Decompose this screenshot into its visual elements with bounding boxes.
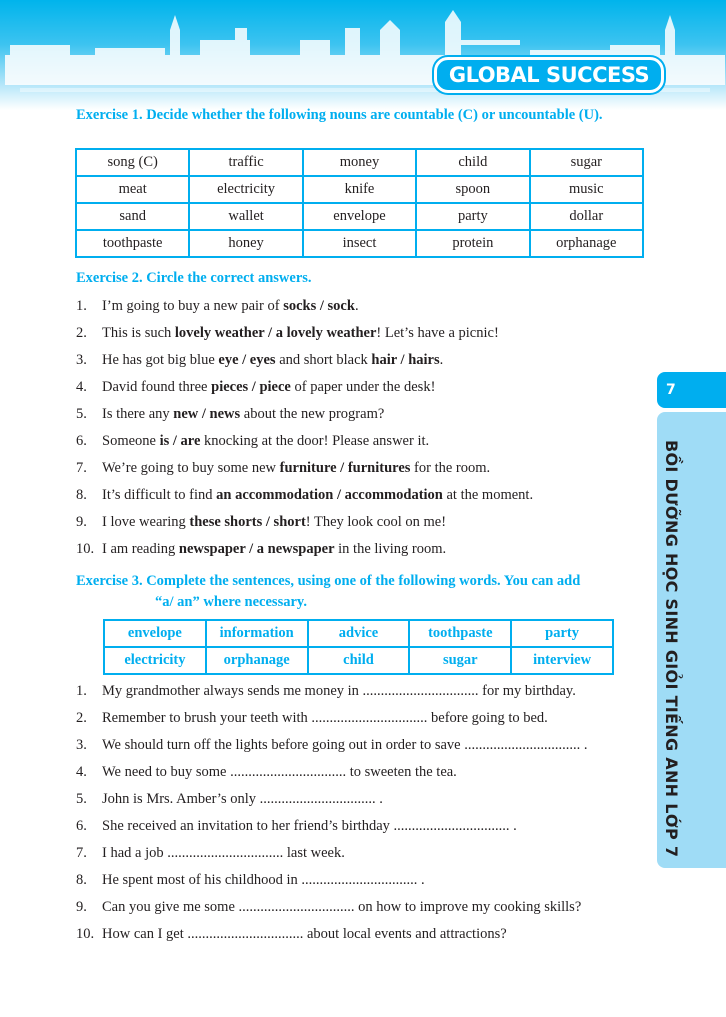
- table-cell: envelope: [104, 620, 206, 647]
- answer-options: is / are: [159, 433, 201, 449]
- city-skyline-illustration: [0, 0, 726, 110]
- exercise2-item: [76, 297, 533, 324]
- exercise3-list: [76, 682, 587, 952]
- item-number: 6.: [76, 818, 87, 834]
- item-number: 4.: [76, 379, 87, 395]
- sentence-text: This is such: [102, 325, 175, 341]
- item-number: 5.: [76, 791, 87, 807]
- sentence-text: knocking at the door! Please answer it.: [200, 433, 430, 449]
- sentence-text: How can I get ................................ about local events and attractions?: [102, 926, 507, 942]
- sentence-text: Can you give me some ................................ on how to improve my cooking skills?: [102, 899, 582, 915]
- table-cell: sugar: [409, 647, 511, 674]
- table-cell: knife: [303, 176, 416, 203]
- exercise2-list: [76, 297, 533, 567]
- sentence-text: We should turn off the lights before going out in order to save ................................ .: [102, 737, 588, 753]
- sentence-text: My grandmother always sends me money in ................................ for my birthday.: [102, 683, 576, 699]
- table-cell: party: [416, 203, 529, 230]
- sentence-text: I had a job ................................ last week.: [102, 845, 345, 861]
- exercise3-item: [76, 898, 587, 925]
- exercise1-noun-table: [75, 148, 644, 258]
- sentence-text: of paper under the desk!: [290, 379, 436, 395]
- table-cell: meat: [76, 176, 189, 203]
- unit-number-tab: 7: [657, 372, 726, 408]
- exercise2-item: [76, 405, 533, 432]
- table-cell: advice: [308, 620, 410, 647]
- table-row: [76, 149, 643, 176]
- book-title: BỒI DƯỠNG HỌC SINH GIỎI TIẾNG ANH LỚP 7: [662, 440, 681, 858]
- table-cell: party: [511, 620, 613, 647]
- item-number: 5.: [76, 406, 87, 422]
- sentence-text: .: [354, 298, 359, 314]
- answer-options: lovely weather / a lovely weather: [174, 325, 377, 341]
- answer-options: these shorts / short: [189, 514, 306, 530]
- table-row: [104, 647, 613, 674]
- item-number: 1.: [76, 683, 87, 699]
- item-number: 9.: [76, 899, 87, 915]
- table-cell: information: [206, 620, 308, 647]
- exercise2-item: [76, 486, 533, 513]
- table-cell: electricity: [104, 647, 206, 674]
- sentence-text: .: [439, 352, 444, 368]
- table-cell: music: [530, 176, 643, 203]
- table-cell: child: [308, 647, 410, 674]
- sentence-text: Is there any: [102, 406, 174, 422]
- sentence-text: It’s difficult to find: [102, 487, 217, 503]
- answer-options: hair / hairs: [371, 352, 440, 368]
- exercise2-item: [76, 540, 533, 567]
- sentence-text: She received an invitation to her friend’s birthday ................................ .: [102, 818, 517, 834]
- table-cell: wallet: [189, 203, 302, 230]
- item-number: 10.: [76, 541, 95, 557]
- exercise2-item: [76, 513, 533, 540]
- exercise2-heading: Exercise 2. Circle the correct answers.: [76, 270, 312, 286]
- table-cell: electricity: [189, 176, 302, 203]
- exercise2-item: [76, 324, 533, 351]
- sentence-text: Remember to brush your teeth with ................................ before going to bed.: [102, 710, 548, 726]
- table-cell: song (C): [76, 149, 189, 176]
- sentence-text: I am reading: [102, 541, 179, 557]
- sentence-text: David found three: [102, 379, 212, 395]
- table-cell: insect: [303, 230, 416, 257]
- exercise3-item: [76, 709, 587, 736]
- sentence-text: about the new program?: [240, 406, 385, 422]
- item-number: 2.: [76, 325, 87, 341]
- exercise2-item: [76, 459, 533, 486]
- answer-options: pieces / piece: [211, 379, 291, 395]
- table-cell: toothpaste: [409, 620, 511, 647]
- item-number: 3.: [76, 737, 87, 753]
- item-number: 1.: [76, 298, 87, 314]
- item-number: 10.: [76, 926, 95, 942]
- exercise3-item: [76, 871, 587, 898]
- exercise3-item: [76, 817, 587, 844]
- header-banner: [0, 0, 726, 110]
- exercise3-item: [76, 736, 587, 763]
- table-cell: child: [416, 149, 529, 176]
- table-cell: sugar: [530, 149, 643, 176]
- table-cell: orphanage: [206, 647, 308, 674]
- sentence-text: He has got big blue: [102, 352, 219, 368]
- exercise3-heading: Exercise 3. Complete the sentences, using one of the following words. You can add: [76, 573, 581, 589]
- sentence-text: I love wearing: [102, 514, 190, 530]
- item-number: 8.: [76, 487, 87, 503]
- item-number: 3.: [76, 352, 87, 368]
- sentence-text: I’m going to buy a new pair of: [102, 298, 284, 314]
- table-row: [76, 230, 643, 257]
- sentence-text: He spent most of his childhood in ................................ .: [102, 872, 425, 888]
- table-cell: toothpaste: [76, 230, 189, 257]
- answer-options: socks / sock: [283, 298, 355, 314]
- answer-options: eye / eyes: [218, 352, 276, 368]
- sentence-text: ! Let’s have a picnic!: [376, 325, 499, 341]
- table-cell: protein: [416, 230, 529, 257]
- table-cell: orphanage: [530, 230, 643, 257]
- exercise3-item: [76, 844, 587, 871]
- sentence-text: at the moment.: [442, 487, 534, 503]
- sentence-text: and short black: [275, 352, 372, 368]
- exercise2-item: [76, 432, 533, 459]
- table-cell: interview: [511, 647, 613, 674]
- item-number: 8.: [76, 872, 87, 888]
- sentence-text: in the living room.: [334, 541, 447, 557]
- item-number: 7.: [76, 845, 87, 861]
- table-row: [76, 176, 643, 203]
- sentence-text: ! They look cool on me!: [305, 514, 447, 530]
- table-cell: spoon: [416, 176, 529, 203]
- global-success-logo: GLOBAL SUCCESS: [434, 57, 664, 93]
- answer-options: furniture / furnitures: [279, 460, 411, 476]
- item-number: 9.: [76, 514, 87, 530]
- exercise3-item: [76, 682, 587, 709]
- exercise1-heading: Exercise 1. Decide whether the following nouns are countable (C) or uncountable (U).: [76, 107, 603, 123]
- item-number: 7.: [76, 460, 87, 476]
- answer-options: newspaper / a newspaper: [178, 541, 335, 557]
- table-cell: honey: [189, 230, 302, 257]
- table-cell: traffic: [189, 149, 302, 176]
- exercise3-item: [76, 925, 587, 952]
- exercise2-item: [76, 351, 533, 378]
- exercise3-heading-cont: “a/ an” where necessary.: [155, 594, 307, 610]
- table-cell: dollar: [530, 203, 643, 230]
- exercise2-item: [76, 378, 533, 405]
- sentence-text: We’re going to buy some new: [102, 460, 280, 476]
- sentence-text: Someone: [102, 433, 160, 449]
- table-cell: sand: [76, 203, 189, 230]
- table-row: [76, 203, 643, 230]
- item-number: 2.: [76, 710, 87, 726]
- answer-options: new / news: [173, 406, 241, 422]
- sentence-text: for the room.: [410, 460, 491, 476]
- table-row: [104, 620, 613, 647]
- exercise3-item: [76, 763, 587, 790]
- table-cell: money: [303, 149, 416, 176]
- sentence-text: We need to buy some ................................ to sweeten the tea.: [102, 764, 457, 780]
- exercise3-word-bank: [103, 619, 614, 675]
- item-number: 6.: [76, 433, 87, 449]
- item-number: 4.: [76, 764, 87, 780]
- sentence-text: John is Mrs. Amber’s only ................................ .: [102, 791, 383, 807]
- table-cell: envelope: [303, 203, 416, 230]
- exercise3-item: [76, 790, 587, 817]
- answer-options: an accommodation / accommodation: [216, 487, 443, 503]
